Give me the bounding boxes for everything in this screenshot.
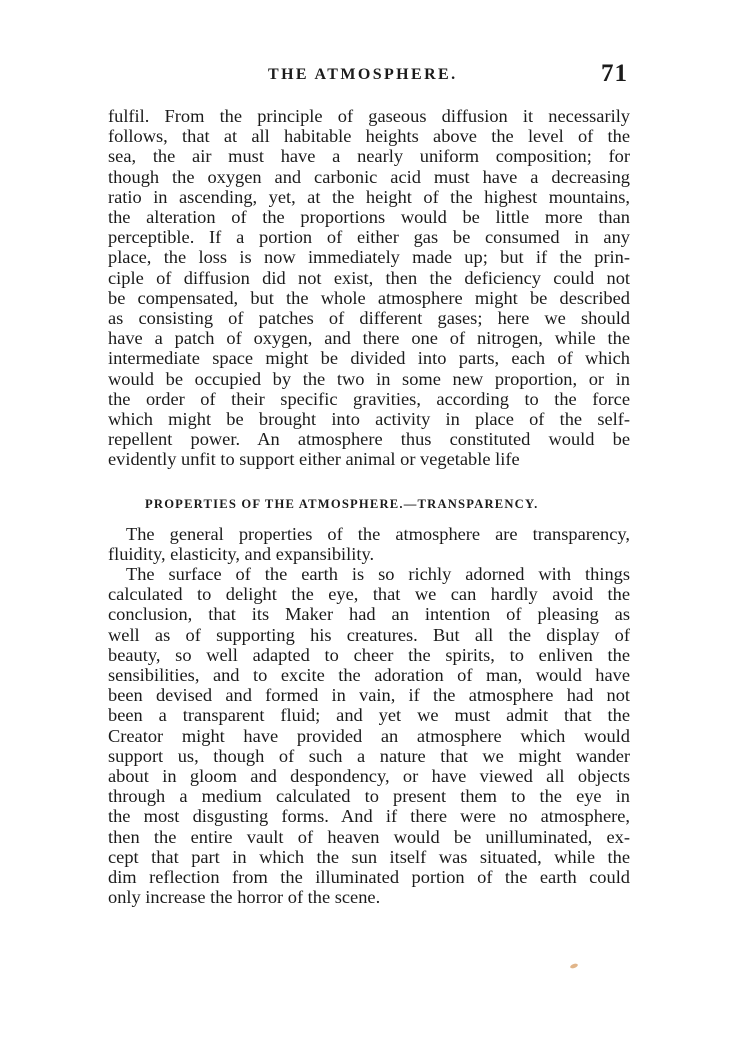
paragraph-continuation <box>108 106 630 470</box>
page-number: 71 <box>601 60 628 87</box>
text-line: The surface of the earth is so richly adorned with things <box>126 564 630 584</box>
text-line: conclusion, that its Maker had an intention of pleasing as <box>108 604 630 625</box>
text-line: been devised and formed in vain, if the atmosphere had not <box>108 685 630 706</box>
text-line: about in gloom and despondency, or have viewed all objects <box>108 766 630 787</box>
text-line: evidently unfit to support either animal or vegetable life <box>108 449 520 470</box>
text-line: The general properties of the atmosphere are transparency, <box>126 524 630 544</box>
text-line: then the entire vault of heaven would be unilluminated, ex- <box>108 826 630 847</box>
text-line: ciple of diffusion did not exist, then the deficiency could not <box>108 267 630 288</box>
paper-blemish <box>570 963 579 969</box>
running-head <box>108 60 628 92</box>
text-line: sea, the air must have a nearly uniform composition; for <box>108 146 630 167</box>
text-line: follows, that at all habitable heights above the level of the <box>108 126 630 147</box>
text-line: have a patch of oxygen, and there one of nitrogen, while the <box>108 328 630 349</box>
text-line: only increase the horror of the scene. <box>108 887 381 908</box>
text-line: place, the loss is now immediately made up; but if the prin- <box>108 247 630 268</box>
text-line: been a transparent fluid; and yet we must admit that the <box>108 705 630 726</box>
paragraph-properties <box>108 524 630 564</box>
text-line: fulfil. From the principle of gaseous diffusion it necessarily <box>108 106 630 126</box>
text-line: the alteration of the proportions would be little more than <box>108 207 630 228</box>
text-line: well as of supporting his creatures. But all the display of <box>108 624 630 645</box>
text-line: would be occupied by the two in some new proportion, or in <box>108 368 630 389</box>
text-line: through a medium calculated to present them to the eye in <box>108 786 630 807</box>
text-line: Creator might have provided an atmosphere which would <box>108 725 630 746</box>
text-line: support us, though of such a nature that we might wander <box>108 745 630 766</box>
text-line: which might be brought into activity in place of the self- <box>108 409 630 430</box>
text-line: intermediate space might be divided into parts, each of which <box>108 348 630 369</box>
paragraph-transparency <box>108 564 630 907</box>
text-line: the most disgusting forms. And if there were no atmosphere, <box>108 806 630 827</box>
text-line: perceptible. If a portion of either gas be consumed in any <box>108 227 630 248</box>
text-line: fluidity, elasticity, and expansibility. <box>108 544 375 565</box>
text-line: calculated to delight the eye, that we can hardly avoid the <box>108 584 630 605</box>
text-line: repellent power. An atmosphere thus constituted would be <box>108 429 630 450</box>
text-line: cept that part in which the sun itself was situated, while the <box>108 846 630 867</box>
text-line: though the oxygen and carbonic acid must have a decreasing <box>108 166 630 187</box>
text-line: ratio in ascending, yet, at the height of the highest mountains, <box>108 186 630 207</box>
text-line: sensibilities, and to excite the adoration of man, would have <box>108 665 630 686</box>
running-title: THE ATMOSPHERE. <box>268 66 458 83</box>
text-line: be compensated, but the whole atmosphere might be described <box>108 287 630 308</box>
text-line: as consisting of patches of different gases; here we should <box>108 308 630 329</box>
section-heading: PROPERTIES OF THE ATMOSPHERE.—TRANSPARENCY. <box>145 497 539 511</box>
text-line: beauty, so well adapted to cheer the spirits, to enliven the <box>108 644 630 665</box>
text-line: the order of their specific gravities, according to the force <box>108 388 630 409</box>
text-line: dim reflection from the illuminated portion of the earth could <box>108 867 630 888</box>
